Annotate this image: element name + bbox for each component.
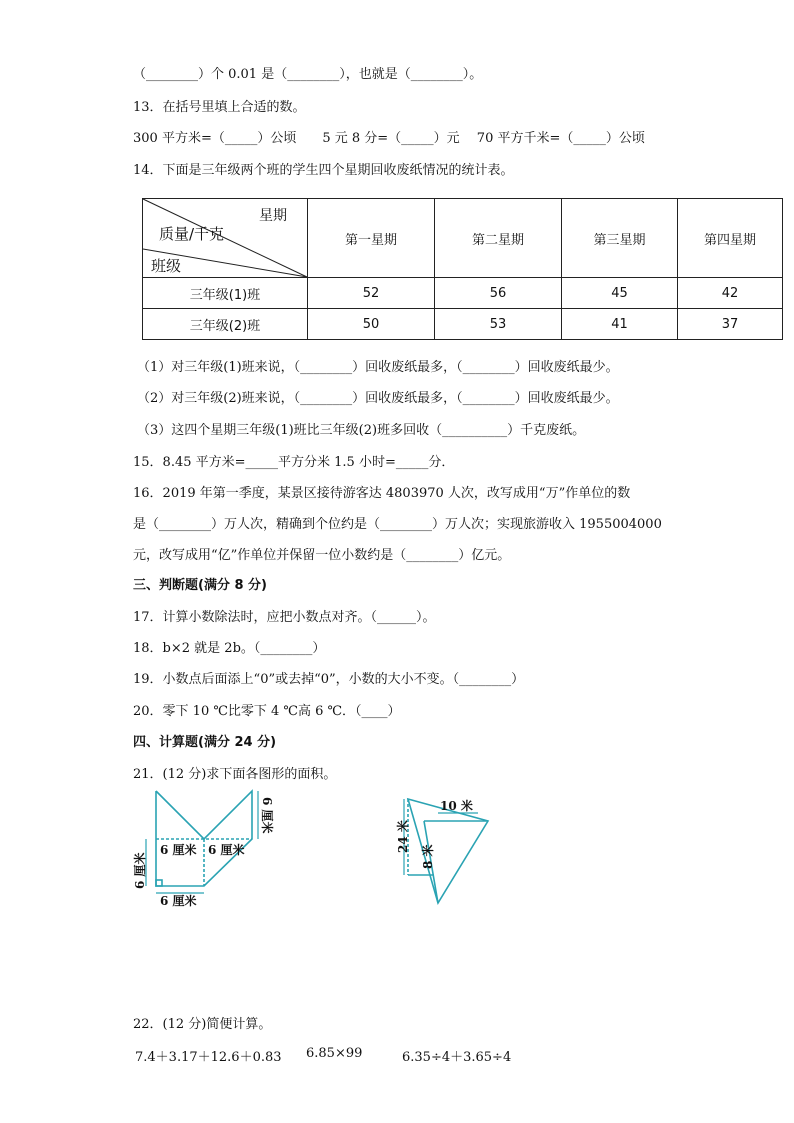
q13-items: 300 平方米=（_____）公顷 5 元 8 分=（_____）元 70 平方千米=（_____）公顷 (133, 131, 645, 146)
q19: 19．小数点后面添上“0”或去掉“0”，小数的大小不变。（________） (133, 672, 525, 687)
table-cell: 37 (678, 309, 783, 340)
q22-stem: 22．(12 分)简便计算。 (133, 1017, 272, 1032)
fig1-mid-right-label: 6 厘米 (208, 843, 245, 857)
section-judgement-heading: 三、判断题(满分 8 分) (133, 578, 267, 593)
figure-triangle-shape (392, 795, 502, 910)
q14-sub2: （2）对三年级(2)班来说，（________）回收废纸最多，（________）回收废纸最少。 (137, 391, 619, 406)
table-cell: 53 (435, 309, 562, 340)
q17: 17．计算小数除法时，应把小数点对齐。（______）。 (133, 610, 436, 625)
table-header-week1: 第一星期 (308, 199, 435, 278)
table-cell: 56 (435, 278, 562, 309)
q14-sub3: （3）这四个星期三年级(1)班比三年级(2)班多回收（__________）千克废纸。 (137, 423, 586, 438)
table-row (143, 309, 783, 340)
table-corner-cell (143, 199, 308, 278)
corner-mass-label: 质量/千克 (159, 225, 225, 243)
q14-stem: 14．下面是三年级两个班的学生四个星期回收废纸情况的统计表。 (133, 163, 514, 178)
row-label: 三年级(1)班 (143, 278, 308, 309)
table-cell: 50 (308, 309, 435, 340)
calc-expression-3: 6.35÷4＋3.65÷4 (402, 1050, 512, 1065)
table-header-week3: 第三星期 (562, 199, 678, 278)
table-cell: 41 (562, 309, 678, 340)
q21-stem: 21．(12 分)求下面各图形的面积。 (133, 767, 337, 782)
fig1-left-height-label: 6 厘米 (133, 852, 147, 889)
q13-stem: 13．在括号里填上合适的数。 (133, 100, 306, 115)
q16-line1: 16．2019 年第一季度，某景区接待游客达 4803970 人次，改写成用“万”作单位的数 (133, 486, 631, 501)
fig2-inner-label: 8 米 (421, 844, 435, 869)
table-cell: 45 (562, 278, 678, 309)
q20: 20．零下 10 ℃比零下 4 ℃高 6 ℃．（____） (133, 704, 401, 719)
corner-week-label: 星期 (259, 208, 287, 224)
q16-line3: 元，改写成用“亿”作单位并保留一位小数约是（________）亿元。 (133, 548, 511, 563)
fig1-mid-left-label: 6 厘米 (160, 843, 197, 857)
q15: 15．8.45 平方米=_____平方分米 1.5 小时=_____分． (133, 455, 455, 470)
statistics-table (142, 198, 783, 340)
figure-composite-shape (133, 785, 290, 910)
q14-sub1: （1）对三年级(1)班来说，（________）回收废纸最多，（________）回收废纸最少。 (137, 360, 619, 375)
table-cell: 52 (308, 278, 435, 309)
table-row (143, 278, 783, 309)
fig1-bottom-label: 6 厘米 (160, 894, 197, 908)
q12-continuation: （________）个 0.01 是（________），也就是（________）。 (133, 67, 483, 82)
calc-expression-2: 6.85×99 (306, 1046, 363, 1061)
calc-expression-1: 7.4＋3.17＋12.6＋0.83 (135, 1050, 282, 1065)
q16-line2: 是（________）万人次，精确到个位约是（________）万人次；实现旅游收入 1955004000 (133, 517, 662, 532)
table-header-week4: 第四星期 (678, 199, 783, 278)
q18: 18．b×2 就是 2b。（________） (133, 641, 326, 656)
fig2-top-label: 10 米 (440, 799, 473, 813)
table-cell: 42 (678, 278, 783, 309)
row-label: 三年级(2)班 (143, 309, 308, 340)
corner-class-label: 班级 (151, 257, 182, 275)
fig1-right-height-label: 6 厘米 (260, 797, 274, 834)
table-header-week2: 第二星期 (435, 199, 562, 278)
fig2-height-label: 24 米 (396, 820, 410, 853)
section-calculation-heading: 四、计算题(满分 24 分) (133, 735, 277, 750)
